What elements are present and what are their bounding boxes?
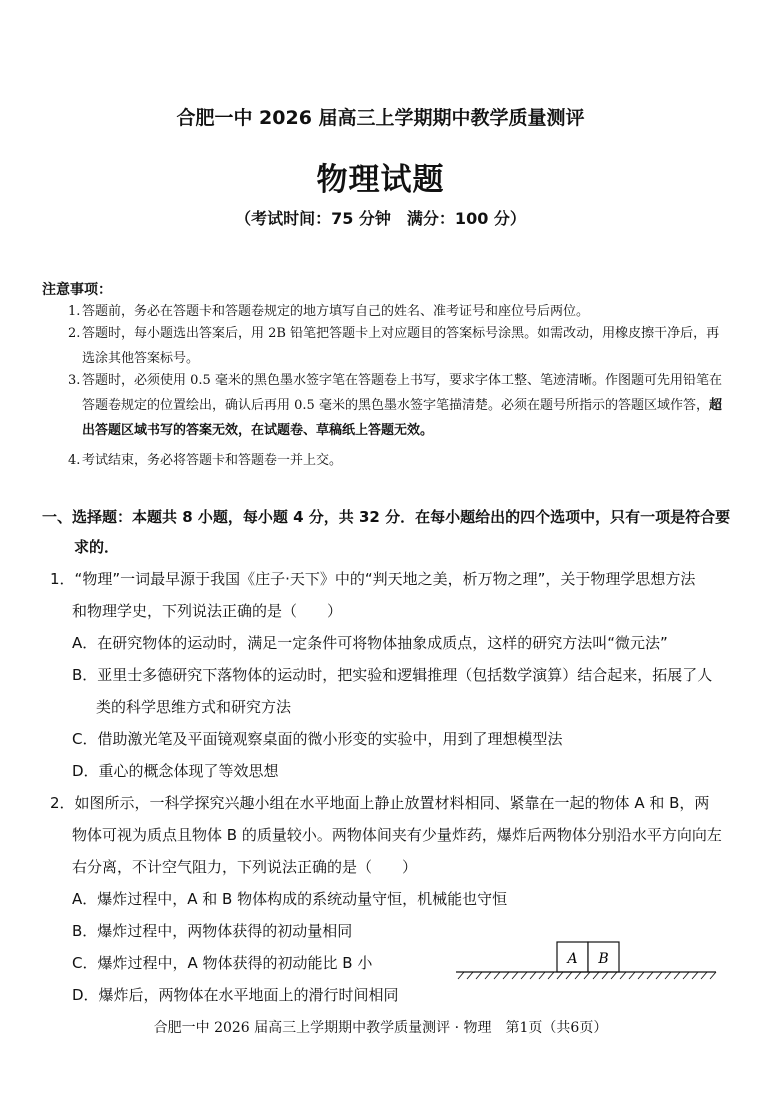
q2-option-c: C．爆炸过程中，A 物体获得的初动能比 B 小 bbox=[72, 954, 373, 972]
q1-option-c: C．借助激光笔及平面镜观察桌面的微小形变的实验中，用到了理想模型法 bbox=[72, 730, 563, 748]
notice-item-text: 考试结束，务必将答题卡和答题卷一并上交。 bbox=[82, 453, 343, 468]
q2-option-b: B．爆炸过程中，两物体获得的初动量相同 bbox=[72, 922, 353, 940]
q1-option-d: D．重心的概念体现了等效思想 bbox=[72, 762, 279, 780]
q1-stem-line2: 和物理学史，下列说法正确的是（ ） bbox=[72, 602, 343, 620]
notice-item-number: 1. bbox=[68, 304, 81, 319]
section-heading-line1: 一、选择题：本题共 8 小题，每小题 4 分，共 32 分．在每小题给出的四个选项中，只有一项是符合要 bbox=[42, 508, 731, 526]
notice-heading: 注意事项： bbox=[42, 282, 112, 298]
q2-option-d: D．爆炸后，两物体在水平地面上的滑行时间相同 bbox=[72, 986, 399, 1004]
page-footer: 合肥一中 2026 届高三上学期期中教学质量测评 · 物理 第1页（共6页） bbox=[153, 1020, 608, 1036]
q2-stem-line3: 右分离，不计空气阻力，下列说法正确的是（ ） bbox=[72, 858, 418, 876]
exam-info: （考试时间：75 分钟 满分：100 分） bbox=[235, 209, 526, 228]
exam-name: 合肥一中 2026 届高三上学期期中教学质量测评 bbox=[176, 107, 585, 129]
notice-item-text: 答题时，每小题选出答案后，用 2B 铅笔把答题卡上对应题目的答案标号涂黑。如需改动，用橡皮擦干净后，再选涂其他答案标号。 bbox=[82, 326, 720, 366]
notice-item-2 bbox=[68, 321, 728, 371]
q2-stem-line1: 2．如图所示，一科学探究兴趣小组在水平地面上静止放置材料相同、紧靠在一起的物体 A 和 B，两 bbox=[50, 794, 710, 812]
notice-item-number: 2. bbox=[68, 326, 81, 341]
section-heading bbox=[42, 502, 732, 562]
notice-item-number: 3. bbox=[68, 373, 81, 388]
q2-stem-line2: 物体可视为质点且物体 B 的质量较小。两物体间夹有少量炸药，爆炸后两物体分别沿水平方向向左 bbox=[72, 826, 722, 844]
block-b-label: B bbox=[598, 951, 609, 967]
notice-item-text-bold: 超出答题区域书写的答案无效，在试题卷、草稿纸上答题无效。 bbox=[82, 398, 722, 438]
section-heading-line2: 求的． bbox=[74, 538, 120, 556]
block-a-label: A bbox=[567, 951, 578, 967]
q2-option-a: A．爆炸过程中，A 和 B 物体构成的系统动量守恒，机械能也守恒 bbox=[72, 890, 508, 908]
subject-title: 物理试题 bbox=[316, 162, 445, 198]
notice-item-4 bbox=[68, 448, 728, 473]
q1-option-b-line2: 类的科学思维方式和研究方法 bbox=[96, 698, 292, 716]
notice-item-text: 答题前，务必在答题卡和答题卷规定的地方填写自己的姓名、准考证号和座位号后两位。 bbox=[82, 304, 590, 319]
notice-item-text bbox=[68, 368, 728, 443]
notice-item-number: 4. bbox=[68, 453, 81, 468]
q1-option-b-line1: B．亚里士多德研究下落物体的运动时，把实验和逻辑推理（包括数学演算）结合起来，拓展了人 bbox=[72, 666, 713, 684]
q2-figure bbox=[454, 938, 724, 988]
q1-option-a: A．在研究物体的运动时，满足一定条件可将物体抽象成质点，这样的研究方法叫“微元法” bbox=[72, 634, 668, 652]
notice-item-3 bbox=[68, 368, 728, 443]
notice-item-text-normal: 答题时，必须使用 0.5 毫米的黑色墨水签字笔在答题卷上书写，要求字体工整、笔迹清晰。作图题可先用铅笔在答题卷规定的位置绘出，确认后再用 0.5 毫米的黑色墨水签字笔描清楚。必须在题号所指示的答题区域作答， bbox=[82, 373, 722, 413]
q2-figure-svg bbox=[454, 938, 724, 988]
q1-stem-line1: 1．“物理”一词最早源于我国《庄子·天下》中的“判天地之美，析万物之理”，关于物理学思想方法 bbox=[50, 570, 696, 588]
ground-hatching bbox=[458, 972, 716, 979]
